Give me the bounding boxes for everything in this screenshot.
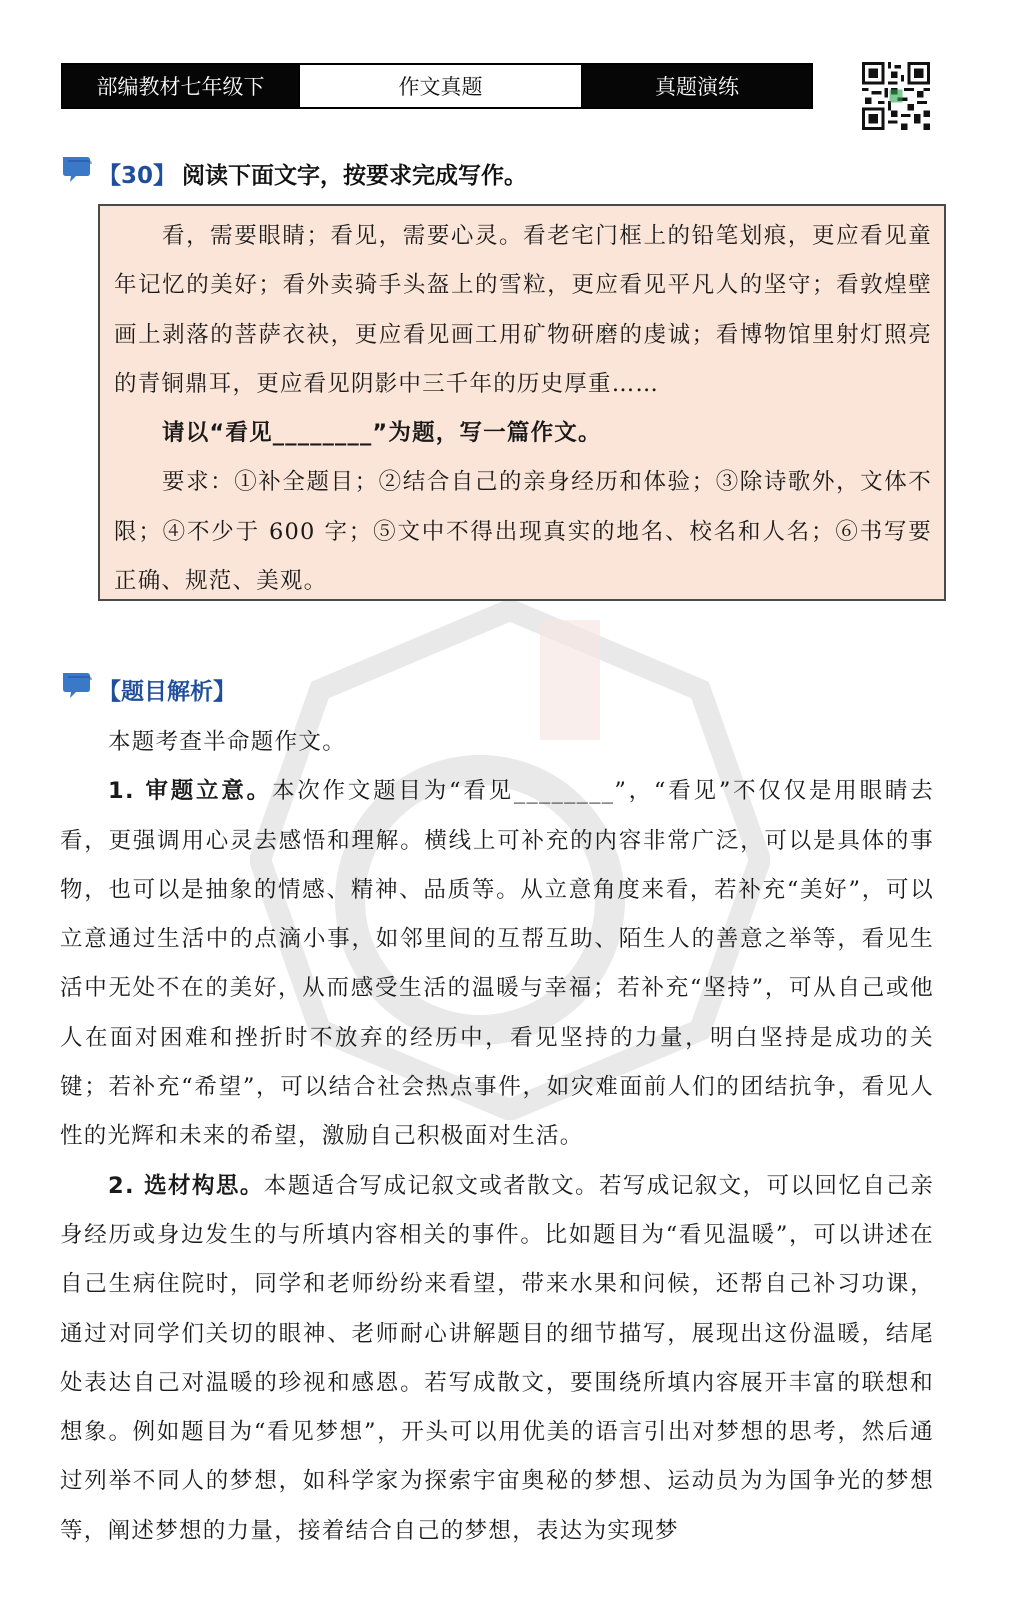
speech-bubble-icon <box>60 669 94 703</box>
question-title: 阅读下面文字，按要求完成写作。 <box>182 162 528 189</box>
header-practice: 真题演练 <box>583 65 811 107</box>
point-1-lead: 1. 审题立意。 <box>108 778 272 805</box>
prompt-task: 请以“看见________”为题，写一篇作文。 <box>162 420 602 447</box>
header-grade: 部编教材七年级下 <box>63 65 298 107</box>
analysis-point-1 <box>60 767 934 1161</box>
qr-code-icon <box>862 62 930 130</box>
analysis-heading <box>60 668 236 710</box>
analysis-intro: 本题考查半命题作文。 <box>108 729 347 755</box>
header-section: 作文真题 <box>298 65 583 107</box>
prompt-passage: 看，需要眼睛；看见，需要心灵。看老宅门框上的铅笔划痕，更应看见童年记忆的美好；看外卖骑手头盔上的雪粒，更应看见平凡人的坚守；看敦煌壁画上剥落的菩萨衣袂，更应看见画工用矿物研磨的虔诚；看博物馆里射灯照亮的青铜鼎耳，更应看见阴影中三千年的历史厚重…… <box>114 223 932 397</box>
question-heading <box>60 152 527 194</box>
analysis-point-2 <box>60 1162 934 1556</box>
point-2-text: 本题适合写成记叙文或者散文。若写成记叙文，可以回忆自己亲身经历或身边发生的与所填内容相关的事件。比如题目为“看见温暖”，可以讲述在自己生病住院时，同学和老师纷纷来看望，带来水果和问候，还帮自己补习功课，通过对同学们关切的眼神、老师耐心讲解题目的细节描写，展现出这份温暖，结尾处表达自己对温暖的珍视和感恩。若写成散文，要围绕所填内容展开丰富的联想和想象。例如题目为“看见梦想”，开头可以用优美的语言引出对梦想的思考，然后通过列举不同人的梦想，如科学家为探索宇宙奥秘的梦想、运动员为为国争光的梦想等，阐述梦想的力量，接着结合自己的梦想，表达为实现梦 <box>60 1172 935 1544</box>
analysis-title: 【题目解析】 <box>98 678 236 705</box>
header-bar <box>61 63 813 109</box>
speech-bubble-icon <box>60 153 94 187</box>
prompt-box <box>98 204 946 601</box>
point-2-lead: 2. 选材构思。 <box>108 1172 264 1199</box>
question-number: 【30】 <box>98 162 177 189</box>
analysis-body <box>60 718 934 1556</box>
prompt-requirements: 要求：①补全题目；②结合自己的亲身经历和体验；③除诗歌外，文体不限；④不少于 600 字；⑤文中不得出现真实的地名、校名和人名；⑥书写要正确、规范、美观。 <box>114 469 932 595</box>
point-1-text: 本次作文题目为“看见________”，“看见”不仅仅是用眼睛去看，更强调用心灵去感悟和理解。横线上可补充的内容非常广泛，可以是具体的事物，也可以是抽象的情感、精神、品质等。从立意角度来看，若补充“美好”，可以立意通过生活中的点滴小事，如邻里间的互帮互助、陌生人的善意之举等，看见生活中无处不在的美好，从而感受生活的温暖与幸福；若补充“坚持”，可从自己或他人在面对困难和挫折时不放弃的经历中，看见坚持的力量，明白坚持是成功的关键；若补充“希望”，可以结合社会热点事件，如灾难面前人们的团结抗争，看见人性的光辉和未来的希望，激励自己积极面对生活。 <box>60 778 934 1150</box>
